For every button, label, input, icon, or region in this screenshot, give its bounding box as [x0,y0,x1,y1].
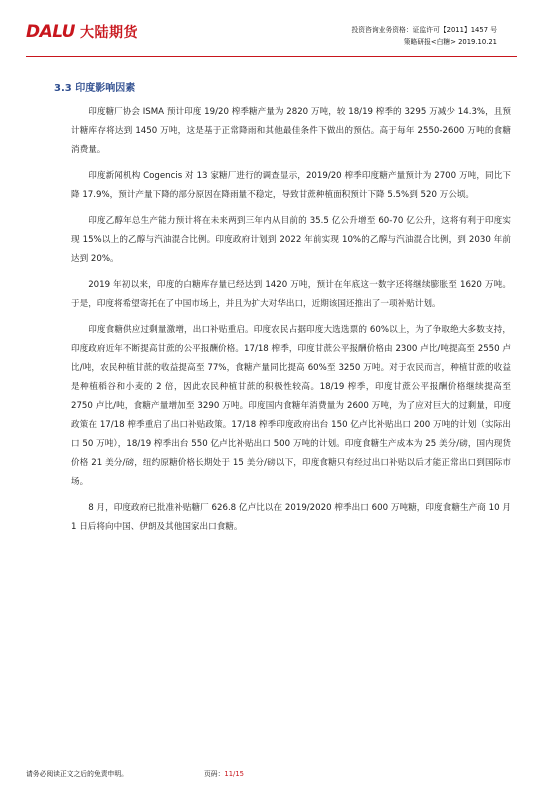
license-text: 投资咨询业务资格：证监许可【2011】1457 号 [351,26,497,34]
logo-text: 大陆期货 [79,25,138,41]
disclaimer: 请务必阅读正文之后的免责申明。 [26,770,128,778]
header-divider [26,56,517,57]
paragraph: 8 月，印度政府已批准补贴糖厂 626.8 亿卢比以在 2019/2020 榨季出口 600 万吨糖，印度食糖生产商 10 月 1 日后将向中国、伊朗及其他国家出口食糖。 [71,503,511,532]
section-title: 3.3 印度影响因素 [54,83,136,94]
paragraph: 印度食糖供应过剩量激增，出口补贴重启。印度农民占据印度大选选票的 60%以上，为了争取绝大多数支持，印度政府近年不断提高甘蔗的公平报酬价格。17/18 榨季，印度甘蔗公平报酬价格由 2300 卢比/吨提高至 2550 卢比/吨，农民种植甘蔗的收益提高至 77%，食糖产量同比提高 60%至 3250 万吨。对于农民而言，种植甘蔗的收益是种植稻谷和小麦的 2 倍，因此农民种植甘蔗的积极性较高。18/19 榨季，印度甘蔗公平报酬价格继续提高至 2750 卢比/吨，食糖产量增加至 3290 万吨。印度国内食糖年消费量为 2600 万吨，为了应对巨大的过剩量，印度政策在 17/18 榨季重启了出口补贴政策。17/18 榨季印度政府出台 150 亿卢比补贴出口 200 万吨的计划（实际出口 50 万吨），18/19 榨季出台 550 亿卢比补贴出口 500 万吨的计划。印度食糖生产成本为 25 美分/磅，国内现货价格 21 美分/磅，纽约原糖价格长期处于 15 美分/磅以下，印度食糖只有经过出口补贴以后才能正常出口到国际市场。 [71,325,511,487]
header-info [351,24,497,48]
paragraph: 2019 年初以来，印度的白糖库存量已经达到 1420 万吨，预计在年底这一数字还将继续膨胀至 1620 万吨。于是，印度将希望寄托在了中国市场上，并且为扩大对华出口，近期该国还推出了一项补贴计划。 [71,280,511,309]
paragraph: 印度乙醇年总生产能力预计将在未来两到三年内从目前的 35.5 亿公升增至 60-70 亿公升，这将有利于印度实现 15%以上的乙醇与汽油混合比例。印度政府计划到 2022 年前实现 10%的乙醇与汽油混合比例，到 2030 年前达到 20%。 [71,216,511,264]
page-label: 页码： [204,770,225,778]
page-indicator [204,768,244,778]
page-header [0,0,543,60]
logo-mark: DALU [26,22,75,42]
company-logo [26,22,138,42]
paragraph: 印度新闻机构 Cogencis 对 13 家糖厂进行的调查显示，2019/20 榨季印度糖产量预计为 2700 万吨，同比下降 17.9%，预计产量下降的部分原因在降雨量不稳定，导致甘蔗种植面积预计下降 5.5%到 520 万公顷。 [71,171,511,200]
report-line: 策略研报<白糖> 2019.10.21 [403,38,497,46]
body-text [71,103,511,544]
page-number: 11/15 [224,770,244,778]
paragraph: 印度糖厂协会 ISMA 预计印度 19/20 榨季糖产量为 2820 万吨，较 18/19 榨季的 3295 万减少 14.3%，且预计糖库存将达到 1450 万吨，这是基于正常降雨和其他最佳条件下做出的预估。高于每年 2550-2600 万吨的食糖消费量。 [71,107,511,155]
